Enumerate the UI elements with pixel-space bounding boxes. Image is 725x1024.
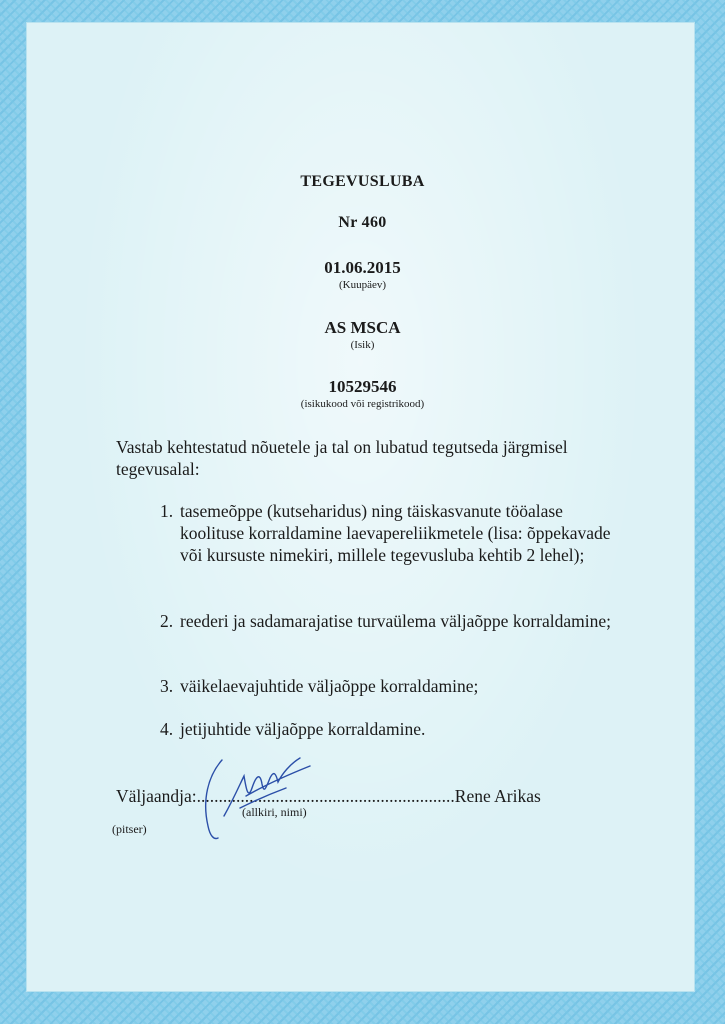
holder-name: AS MSCA [324, 318, 401, 337]
activity-number: 3. [160, 676, 174, 696]
signature-image [200, 748, 320, 844]
activity-text: väikelaevajuhtide väljaõppe korraldamine; [180, 676, 479, 696]
issuer-dots: ........................................................... [196, 786, 455, 806]
document-number: Nr 460 [338, 214, 387, 231]
registry-code-label: (isikukood või registrikood) [300, 398, 425, 410]
stamp-label: (pitser) [112, 822, 147, 836]
activity-item [160, 610, 630, 632]
signature-caption: (allkiri, nimi) [242, 805, 307, 819]
issue-date-label: (Kuupäev) [338, 279, 387, 291]
issuer-label: Väljaandja: [116, 786, 197, 806]
document-heading: TEGEVUSLUBA [300, 173, 425, 190]
activity-item [160, 500, 630, 566]
activity-text: jetijuhtide väljaõppe korraldamine. [180, 719, 426, 739]
holder-label: (Isik) [350, 339, 375, 351]
activity-text: tasemeõppe (kutseharidus) ning täiskasvanute tööalase koolituse korraldamine laevapereliikmetele (lisa: õppekavade või kursuste nimekiri, millele tegevusluba kehtib 2 lehel); [180, 501, 611, 565]
issuer-name: Rene Arikas [454, 786, 541, 806]
activity-number: 2. [160, 611, 174, 631]
activity-item [160, 718, 630, 740]
activity-text: reederi ja sadamarajatise turvaülema väljaõppe korraldamine; [180, 611, 611, 631]
activity-item [160, 675, 630, 697]
issue-date: 01.06.2015 [324, 258, 401, 277]
intro-text: Vastab kehtestatud nõuetele ja tal on lubatud tegutseda järgmisel tegevusalal: [116, 437, 568, 479]
activity-number: 4. [160, 719, 174, 739]
issuer-line [116, 785, 656, 807]
activity-number: 1. [160, 501, 174, 521]
registry-code: 10529546 [328, 377, 397, 396]
